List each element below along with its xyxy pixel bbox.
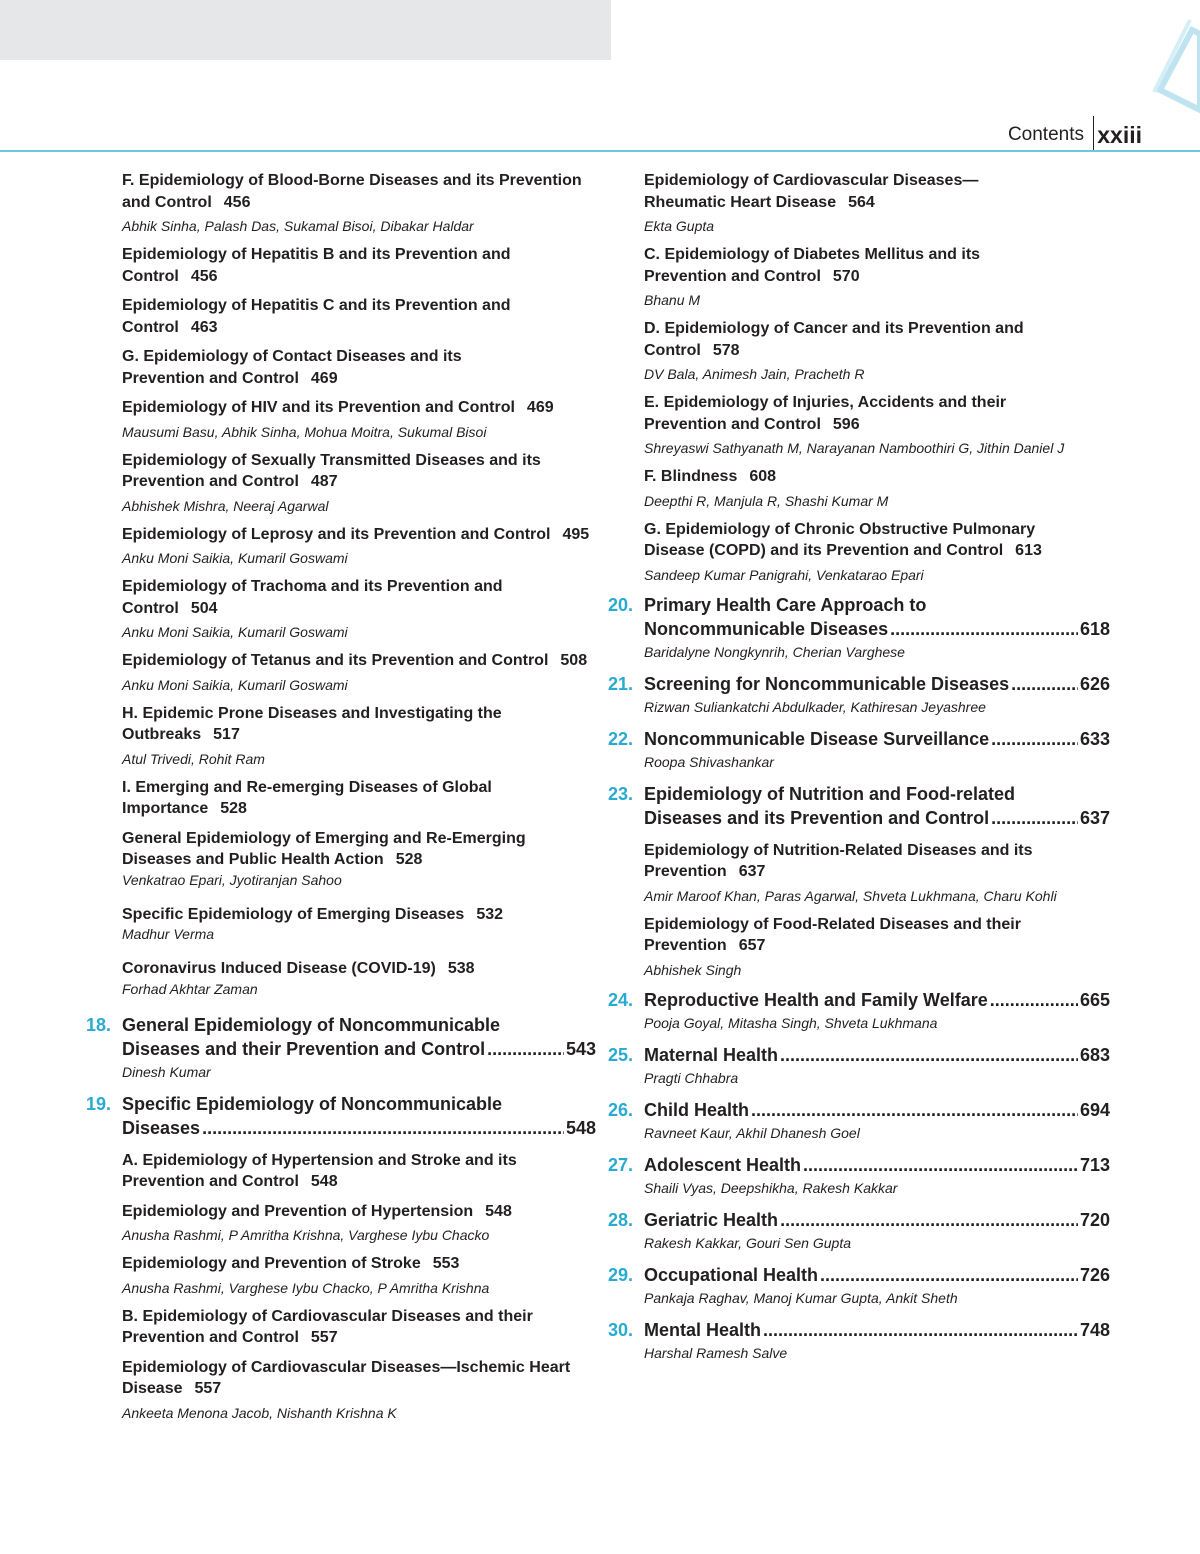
authors: Ankeeta Menona Jacob, Nishanth Krishna K	[122, 1404, 397, 1421]
page-ref: 657	[738, 937, 766, 954]
authors: Anusha Rashmi, P Amritha Krishna, Varghese Iybu Chacko	[122, 1227, 490, 1243]
authors: Sandeep Kumar Panigrahi, Venkatarao Epari	[644, 566, 924, 583]
dot-leader	[1011, 672, 1078, 696]
chapter-number: 27.	[608, 1154, 634, 1175]
chapter-number: 26.	[608, 1099, 634, 1120]
chapter-title: Noncommunicable Disease Surveillance	[644, 728, 990, 749]
chapter-title-line	[644, 593, 1110, 617]
authors: Harshal Ramesh Salve	[644, 1344, 788, 1361]
subentry-title-line	[644, 392, 1110, 414]
page-ref: 532	[476, 905, 504, 923]
authors: Shreyaswi Sathyanath M, Narayanan Namboothiri G, Jithin Daniel J	[644, 440, 1065, 456]
toc-subentry[interactable]	[86, 958, 596, 999]
authors: Bhanu M	[644, 292, 701, 308]
page-ref: 618	[1079, 618, 1110, 639]
page-ref: 456	[190, 267, 218, 285]
chapter-title: Child Health	[644, 1099, 750, 1120]
subentry-title: Outbreaks	[122, 726, 202, 743]
page-ref: 613	[1015, 542, 1042, 559]
toc-chapter[interactable]	[608, 1263, 1110, 1308]
chapter-number: 23.	[608, 783, 634, 804]
subentry-title-line	[122, 598, 596, 620]
toc-chapter[interactable]	[608, 593, 1110, 662]
chapter-title: General Epidemiology of Noncommunicable	[122, 1014, 501, 1035]
chapter-number: 19.	[86, 1093, 112, 1114]
chapter-title-line	[122, 1116, 596, 1140]
dot-leader	[991, 727, 1078, 751]
subentry-title-line	[122, 1357, 596, 1379]
subentry-title-line	[644, 192, 1110, 214]
toc-subentry[interactable]	[86, 1306, 596, 1349]
page-ref: 748	[1079, 1319, 1110, 1340]
chapter-title-line	[644, 1208, 1110, 1232]
subentry-title: C. Epidemiology of Diabetes Mellitus and its	[644, 246, 981, 263]
authors: Forhad Akhtar Zaman	[122, 980, 258, 997]
chapter-title-line	[644, 727, 1110, 751]
dot-leader	[991, 806, 1078, 830]
subentry-title-line	[122, 1150, 596, 1172]
chapter-title-line	[644, 1098, 1110, 1122]
subentry-title: I. Emerging and Re-emerging Diseases of Global	[122, 778, 492, 796]
subentry-title: E. Epidemiology of Injuries, Accidents and their	[644, 394, 1007, 411]
subentry-title-line	[122, 471, 596, 493]
page-ref: 487	[310, 473, 338, 490]
subentry-title-line	[122, 266, 596, 288]
page-ref: 548	[310, 1173, 338, 1190]
page-ref: 637	[738, 863, 766, 880]
toc-subentry[interactable]	[86, 904, 596, 945]
dot-leader	[202, 1116, 564, 1140]
page-ref: 456	[223, 193, 251, 211]
page-ref: 504	[190, 599, 218, 617]
toc-subentry[interactable]	[608, 170, 1110, 236]
page-ref: 495	[562, 525, 590, 543]
subentry-title-line	[122, 170, 596, 192]
toc-subentry[interactable]	[86, 346, 596, 389]
toc-subentry[interactable]	[86, 450, 596, 516]
page-ref: 608	[749, 468, 777, 485]
chapter-title-line	[644, 672, 1110, 696]
page-ref: 469	[526, 399, 554, 416]
chapter-number: 20.	[608, 594, 634, 615]
subentry-title: G. Epidemiology of Chronic Obstructive Pulmonary	[644, 520, 1036, 538]
subentry-title: Prevention and Control	[122, 1173, 299, 1190]
chapter-title: Noncommunicable Diseases	[644, 618, 889, 639]
chapter-title: Reproductive Health and Family Welfare	[644, 989, 988, 1010]
authors: Anku Moni Saikia, Kumaril Goswami	[122, 550, 348, 566]
subentry-title: F. Blindness	[644, 468, 738, 485]
authors: Venkatrao Epari, Jyotiranjan Sahoo	[122, 871, 342, 888]
toc-subentry[interactable]	[608, 914, 1110, 980]
toc-right-column	[608, 170, 1110, 1373]
subentry-title: Epidemiology of Leprosy and its Prevention and Control	[122, 525, 551, 543]
authors: Pankaja Raghav, Manoj Kumar Gupta, Ankit Sheth	[644, 1289, 958, 1306]
page-ref: 528	[220, 800, 247, 817]
subentry-title: Prevention and Control	[644, 415, 821, 433]
page-ref: 469	[310, 369, 338, 387]
subentry-title-line	[122, 650, 596, 672]
toc-subentry[interactable]	[86, 650, 596, 695]
subentry-title: Prevention	[644, 863, 727, 880]
subentry-title-line	[122, 450, 596, 472]
subentry-title-line	[122, 958, 596, 980]
chapter-title: Maternal Health	[644, 1044, 779, 1065]
authors: Amir Maroof Khan, Paras Agarwal, Shveta Lukhmana, Charu Kohli	[644, 887, 1057, 904]
dot-leader	[990, 988, 1078, 1012]
subentry-title: F. Epidemiology of Blood-Borne Diseases and its Prevention	[122, 172, 582, 189]
chapter-title: Occupational Health	[644, 1264, 819, 1285]
authors: Anku Moni Saikia, Kumaril Goswami	[122, 624, 348, 640]
toc-subentry[interactable]	[86, 828, 596, 890]
page-ref: 683	[1079, 1044, 1110, 1065]
toc-chapter[interactable]	[608, 1208, 1110, 1253]
subentry-title-line	[122, 904, 596, 926]
subentry-title-line	[644, 414, 1110, 436]
page-number: xxiii	[1097, 122, 1142, 148]
chapter-number: 21.	[608, 673, 634, 694]
authors: Ravneet Kaur, Akhil Dhanesh Goel	[644, 1124, 860, 1141]
toc-chapter[interactable]	[608, 672, 1110, 717]
subentry-title-line	[644, 170, 1110, 192]
chapter-title-line	[122, 1092, 596, 1116]
subentry-title: Epidemiology of Sexually Transmitted Diseases and its	[122, 451, 541, 469]
page-ref: 665	[1079, 989, 1110, 1010]
toc-subentry[interactable]	[86, 1357, 596, 1423]
chapter-title: Mental Health	[644, 1319, 762, 1340]
authors: Abhishek Singh	[644, 961, 742, 978]
page-ref: 463	[190, 318, 218, 336]
toc-subentry[interactable]	[608, 519, 1110, 585]
page-ref: 578	[712, 341, 740, 359]
subentry-title-line	[122, 849, 596, 871]
chapter-title-line	[644, 1043, 1110, 1067]
toc-chapter[interactable]	[608, 1318, 1110, 1363]
authors: Baridalyne Nongkynrih, Cherian Varghese	[644, 643, 905, 660]
subentry-title: Prevention	[644, 937, 727, 954]
toc-chapter[interactable]	[608, 1153, 1110, 1198]
subentry-title: Diseases and Public Health Action	[122, 851, 384, 868]
subentry-title-line	[122, 368, 596, 390]
subentry-title: Coronavirus Induced Disease (COVID-19)	[122, 960, 436, 977]
toc-chapter[interactable]	[86, 1013, 596, 1082]
subentry-title: G. Epidemiology of Contact Diseases and its	[122, 348, 462, 365]
subentry-title-line	[644, 266, 1110, 288]
authors: Pragti Chhabra	[644, 1069, 739, 1086]
page-ref: 564	[848, 193, 875, 211]
toc-subentry[interactable]	[86, 1201, 596, 1246]
page-ref: 694	[1079, 1099, 1110, 1120]
chapter-number: 22.	[608, 728, 634, 749]
toc-subentry[interactable]	[86, 397, 596, 442]
page-ref: 557	[194, 1380, 222, 1397]
subentry-title: Epidemiology of Food-Related Diseases and their	[644, 915, 1021, 933]
dot-leader	[487, 1037, 564, 1061]
chapter-number: 24.	[608, 989, 634, 1010]
toc-subentry[interactable]	[86, 170, 596, 236]
subentry-title: Epidemiology and Prevention of Stroke	[122, 1255, 421, 1272]
subentry-title-line	[122, 1171, 596, 1193]
subentry-title-line	[122, 1253, 596, 1275]
authors: Dinesh Kumar	[122, 1063, 211, 1080]
authors: DV Bala, Animesh Jain, Pracheth R	[644, 366, 865, 382]
subentry-title-line	[644, 340, 1110, 362]
page-ref: 596	[832, 415, 860, 433]
dot-leader	[763, 1318, 1078, 1342]
chapter-title-line	[122, 1013, 596, 1037]
dot-leader	[803, 1153, 1078, 1177]
subentry-title: General Epidemiology of Emerging and Re-Emerging	[122, 829, 526, 847]
chapter-title: Epidemiology of Nutrition and Food-related	[644, 783, 1015, 804]
subentry-title-line	[122, 703, 596, 725]
authors: Anku Moni Saikia, Kumaril Goswami	[122, 676, 348, 693]
subentry-title: Disease	[122, 1380, 183, 1397]
subentry-title: Control	[122, 267, 179, 285]
toc-chapter[interactable]	[608, 727, 1110, 772]
page-ref: 517	[213, 726, 240, 743]
chapter-title-line	[122, 1037, 596, 1061]
page-ref: 626	[1079, 673, 1110, 694]
header-gray-band	[0, 0, 611, 60]
toc-subentry[interactable]	[608, 466, 1110, 511]
page-ref: 720	[1079, 1209, 1110, 1230]
page-ref: 548	[565, 1117, 596, 1138]
chapter-number: 18.	[86, 1014, 112, 1035]
subentry-title-line	[122, 576, 596, 598]
toc-subentry[interactable]	[86, 1253, 596, 1298]
chapter-title: Diseases	[122, 1117, 201, 1138]
subentry-title: Prevention and Control	[122, 1329, 299, 1346]
authors: Anusha Rashmi, Varghese Iybu Chacko, P Amritha Krishna	[122, 1279, 490, 1296]
subentry-title-line	[122, 1378, 596, 1400]
page-ref: 508	[560, 652, 588, 669]
subentry-title: Importance	[122, 800, 209, 817]
chapter-title: Adolescent Health	[644, 1154, 802, 1175]
subentry-title-line	[122, 798, 596, 820]
subentry-title: B. Epidemiology of Cardiovascular Diseases and their	[122, 1307, 533, 1325]
toc-left-column	[86, 170, 596, 1431]
running-header	[0, 112, 1200, 152]
toc-subentry[interactable]	[86, 295, 596, 338]
dot-leader	[890, 617, 1078, 641]
subentry-title-line	[122, 1327, 596, 1349]
toc-chapter[interactable]	[608, 1043, 1110, 1088]
subentry-title: Epidemiology of Hepatitis B and its Prevention and	[122, 246, 511, 263]
toc-subentry[interactable]	[86, 1150, 596, 1193]
subentry-title: Specific Epidemiology of Emerging Diseases	[122, 905, 465, 923]
chapter-title-line	[644, 782, 1110, 806]
chapter-title-line	[644, 1263, 1110, 1287]
page-ref: 633	[1079, 728, 1110, 749]
subentry-title-line	[644, 935, 1110, 957]
page-ref: 543	[565, 1038, 596, 1059]
chapter-title-line	[644, 617, 1110, 641]
authors: Abhishek Mishra, Neeraj Agarwal	[122, 497, 329, 514]
chapter-title: Primary Health Care Approach to	[644, 594, 927, 615]
subentry-title-line	[644, 244, 1110, 266]
subentry-title-line	[122, 397, 596, 419]
subentry-title: Control	[122, 318, 179, 336]
header-separator	[1093, 116, 1094, 150]
chapter-number: 30.	[608, 1319, 634, 1340]
toc-subentry[interactable]	[86, 703, 596, 769]
chapter-title: Specific Epidemiology of Noncommunicable	[122, 1093, 503, 1114]
subentry-title-line	[122, 244, 596, 266]
subentry-title-line	[644, 519, 1110, 541]
toc-subentry[interactable]	[86, 524, 596, 569]
subentry-title: Epidemiology and Prevention of Hypertension	[122, 1202, 474, 1220]
subentry-title: Disease (COPD) and its Prevention and Control	[644, 542, 1004, 559]
toc-subentry[interactable]	[608, 318, 1110, 384]
page-ref: 570	[832, 267, 860, 285]
subentry-title-line	[644, 914, 1110, 936]
subentry-title-line	[122, 295, 596, 317]
subentry-title: Epidemiology of Tetanus and its Prevention and Control	[122, 652, 549, 669]
header-title: Contents	[1007, 124, 1084, 145]
subentry-title-line	[122, 777, 596, 799]
subentry-title: and Control	[122, 193, 212, 211]
subentry-title: H. Epidemic Prone Diseases and Investigating the	[122, 704, 502, 722]
page-ref: 548	[485, 1202, 512, 1220]
toc-chapter[interactable]	[608, 782, 1110, 830]
subentry-title: A. Epidemiology of Hypertension and Stroke and its	[122, 1151, 517, 1169]
authors: Shaili Vyas, Deepshikha, Rakesh Kakkar	[644, 1179, 898, 1196]
subentry-title: Prevention and Control	[644, 267, 821, 285]
subentry-title: Prevention and Control	[122, 369, 299, 387]
page-ref: 538	[447, 960, 475, 977]
authors: Atul Trivedi, Rohit Ram	[122, 750, 265, 767]
toc-subentry[interactable]	[86, 576, 596, 642]
chapter-title: Diseases and its Prevention and Control	[644, 807, 990, 828]
subentry-title: Rheumatic Heart Disease	[644, 193, 837, 211]
subentry-title-line	[644, 840, 1110, 862]
chapter-title: Diseases and their Prevention and Control	[122, 1038, 486, 1059]
chapter-title: Geriatric Health	[644, 1209, 779, 1230]
subentry-title: Prevention and Control	[122, 473, 299, 490]
subentry-title: D. Epidemiology of Cancer and its Prevention and	[644, 320, 1024, 337]
header-rule	[0, 150, 1200, 152]
toc-chapter[interactable]	[86, 1092, 596, 1140]
authors: Pooja Goyal, Mitasha Singh, Shveta Lukhmana	[644, 1014, 938, 1031]
authors: Rakesh Kakkar, Gouri Sen Gupta	[644, 1234, 851, 1251]
dot-leader	[820, 1263, 1078, 1287]
authors: Madhur Verma	[122, 926, 215, 942]
authors: Ekta Gupta	[644, 218, 715, 234]
subentry-title: Control	[122, 599, 179, 617]
dot-leader	[780, 1043, 1078, 1067]
chapter-title-line	[644, 988, 1110, 1012]
authors: Abhik Sinha, Palash Das, Sukamal Bisoi, Dibakar Haldar	[122, 218, 474, 234]
chapter-title-line	[644, 1318, 1110, 1342]
toc-subentry[interactable]	[608, 392, 1110, 458]
toc-subentry[interactable]	[86, 244, 596, 287]
chapter-number: 25.	[608, 1044, 634, 1065]
subentry-title-line	[122, 1201, 596, 1223]
chapter-number: 28.	[608, 1209, 634, 1230]
subentry-title-line	[644, 318, 1110, 340]
subentry-title-line	[644, 861, 1110, 883]
page-ref: 557	[310, 1329, 338, 1346]
chapter-title-line	[644, 806, 1110, 830]
subentry-title-line	[122, 1306, 596, 1328]
toc-subentry[interactable]	[608, 840, 1110, 906]
toc-chapter[interactable]	[608, 988, 1110, 1033]
chapter-title-line	[644, 1153, 1110, 1177]
subentry-title: Epidemiology of Nutrition-Related Diseases and its	[644, 841, 1033, 859]
subentry-title-line	[644, 466, 1110, 488]
page-ref: 713	[1079, 1154, 1110, 1175]
subentry-title-line	[122, 192, 596, 214]
subentry-title: Epidemiology of Cardiovascular Diseases—	[644, 172, 979, 189]
page-ref: 528	[395, 851, 423, 868]
page-ref: 637	[1079, 807, 1110, 828]
dot-leader	[751, 1098, 1078, 1122]
dot-leader	[780, 1208, 1078, 1232]
authors: Mausumi Basu, Abhik Sinha, Mohua Moitra, Sukumal Bisoi	[122, 423, 487, 440]
authors: Rizwan Suliankatchi Abdulkader, Kathiresan Jeyashree	[644, 698, 986, 715]
toc-subentry[interactable]	[86, 777, 596, 820]
subentry-title-line	[644, 540, 1110, 562]
authors: Deepthi R, Manjula R, Shashi Kumar M	[644, 492, 889, 509]
toc-subentry[interactable]	[608, 244, 1110, 310]
page-ref: 726	[1079, 1264, 1110, 1285]
subentry-title-line	[122, 828, 596, 850]
subentry-title-line	[122, 317, 596, 339]
page-ref: 553	[432, 1255, 460, 1272]
subentry-title-line	[122, 524, 596, 546]
toc-chapter[interactable]	[608, 1098, 1110, 1143]
authors: Roopa Shivashankar	[644, 753, 774, 770]
subentry-title: Epidemiology of HIV and its Prevention and Control	[122, 399, 515, 416]
subentry-title-line	[122, 346, 596, 368]
subentry-title: Epidemiology of Cardiovascular Diseases—Ischemic Heart	[122, 1358, 571, 1376]
chapter-title: Screening for Noncommunicable Diseases	[644, 673, 1010, 694]
subentry-title-line	[122, 724, 596, 746]
subentry-title: Epidemiology of Trachoma and its Prevention and	[122, 578, 503, 595]
subentry-title: Control	[644, 341, 701, 359]
subentry-title: Epidemiology of Hepatitis C and its Prevention and	[122, 297, 511, 314]
chapter-number: 29.	[608, 1264, 634, 1285]
